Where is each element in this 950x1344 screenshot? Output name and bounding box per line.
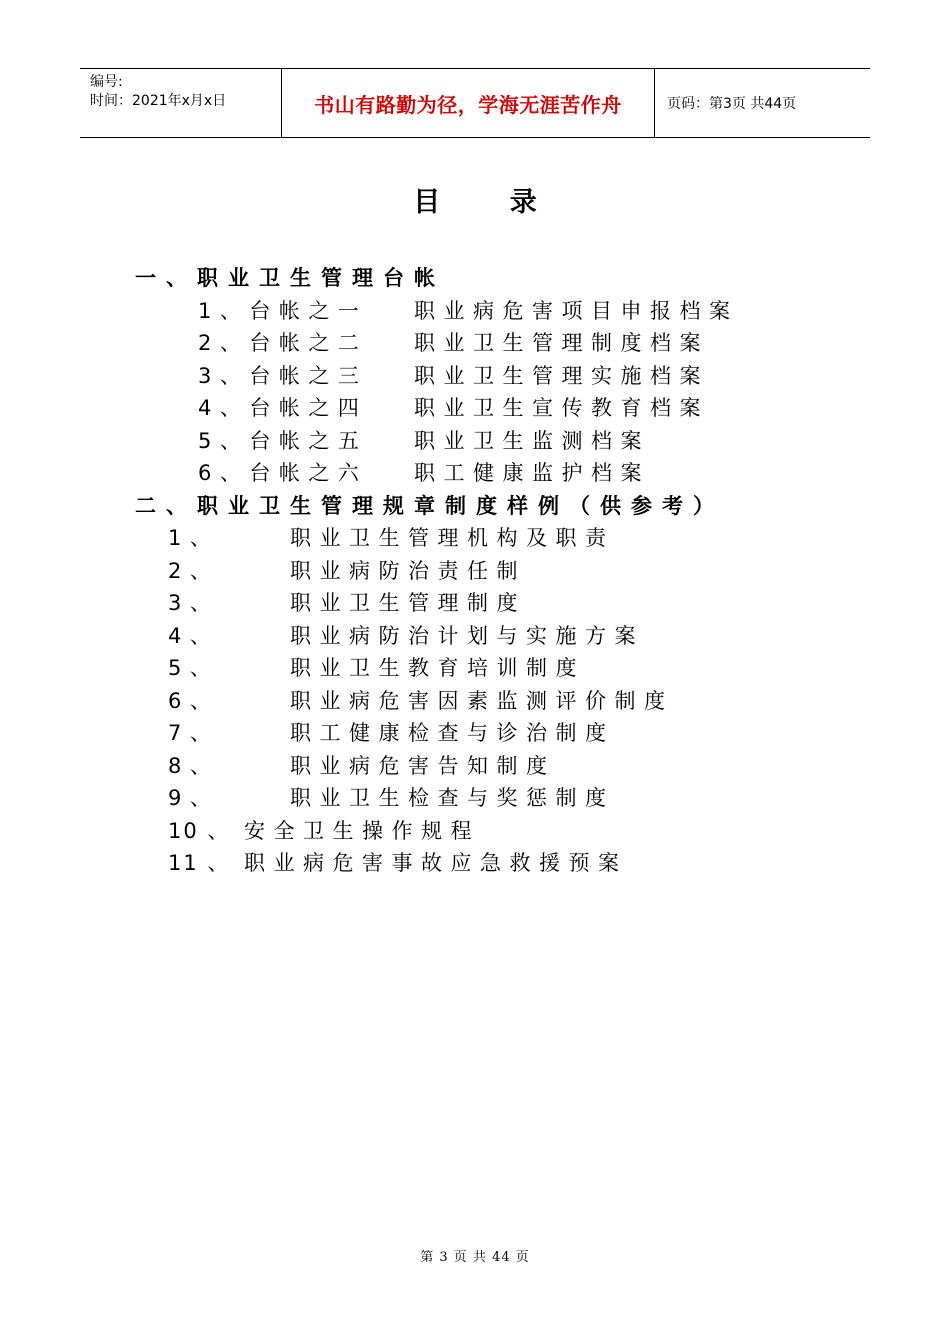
toc-entry-number: 1、台帐之一 — [198, 299, 368, 323]
toc-entry — [0, 620, 950, 652]
toc-entry — [0, 457, 950, 489]
toc-entry — [0, 750, 950, 782]
toc-entry — [0, 782, 950, 814]
toc-entry-number: 10 、 — [168, 819, 231, 843]
toc-entry — [0, 652, 950, 684]
toc-entry — [0, 847, 950, 879]
header-table — [80, 68, 870, 138]
toc-entry — [0, 295, 950, 327]
toc-entry-title: 职业病危害项目申报档案 — [414, 299, 739, 323]
toc-entry-number: 1、 — [168, 526, 220, 550]
toc-entry-title: 职业卫生管理制度档案 — [414, 331, 709, 355]
toc-entry — [0, 392, 950, 424]
toc-entry-number: 6、台帐之六 — [198, 461, 368, 485]
toc-entry-title: 职工健康检查与诊治制度 — [290, 721, 615, 745]
toc-entry-title: 职业病危害事故应急救援预案 — [244, 851, 628, 875]
code-label: 编号: — [90, 74, 123, 90]
toc-entry-title: 职工健康监护档案 — [414, 461, 650, 485]
toc-entry-title: 职业病防治责任制 — [290, 559, 526, 583]
toc-entry-title: 职业卫生管理实施档案 — [414, 364, 709, 388]
toc-entry-number: 4、台帐之四 — [198, 396, 368, 420]
toc-entry-title: 职业卫生教育培训制度 — [290, 656, 585, 680]
page-footer: 第 3 页 共 44 页 — [420, 1250, 530, 1265]
toc-entry-title: 职业卫生监测档案 — [414, 429, 650, 453]
toc-entry-number: 3、台帐之三 — [198, 364, 368, 388]
toc-entry-number: 9、 — [168, 786, 220, 810]
toc-entry-title: 职业卫生管理制度 — [290, 591, 526, 615]
toc-entry — [0, 717, 950, 749]
toc-entry — [0, 522, 950, 554]
toc-entry-title: 职业病危害因素监测评价制度 — [290, 689, 674, 713]
toc-entry — [0, 360, 950, 392]
toc-entry-title: 职业卫生宣传教育档案 — [414, 396, 709, 420]
header-meta-cell — [80, 69, 282, 137]
toc-entry — [0, 815, 950, 847]
header-motto-cell — [282, 69, 655, 137]
toc-entry-number: 6、 — [168, 689, 220, 713]
page-title: 目 录 — [413, 187, 567, 218]
toc-entry-number: 3、 — [168, 591, 220, 615]
section-heading-2: 二、职业卫生管理规章制度样例（供参考） — [135, 494, 724, 518]
toc-entry — [0, 587, 950, 619]
toc-entry-number: 5、台帐之五 — [198, 429, 368, 453]
motto-text: 书山有路勤为径，学海无涯苦作舟 — [314, 92, 622, 117]
toc-entry-title: 安全卫生操作规程 — [244, 819, 480, 843]
toc-entry-title: 职业卫生管理机构及职责 — [290, 526, 615, 550]
toc-entry-number: 5、 — [168, 656, 220, 680]
toc-entry-title: 职业卫生检查与奖惩制度 — [290, 786, 615, 810]
toc-entry-title: 职业病防治计划与实施方案 — [290, 624, 644, 648]
toc-entry-number: 2、 — [168, 559, 220, 583]
toc-entry — [0, 425, 950, 457]
toc-entry-number: 2、台帐之二 — [198, 331, 368, 355]
toc-entry-title: 职业病危害告知制度 — [290, 754, 556, 778]
page-info: 页码：第3页 共44页 — [667, 96, 797, 112]
toc-entry-number: 4、 — [168, 624, 220, 648]
toc-entry-number: 8、 — [168, 754, 220, 778]
time-label: 时间：2021年x月x日 — [90, 93, 227, 109]
toc-entry-number: 7、 — [168, 721, 220, 745]
toc-entry-number: 11 、 — [168, 851, 231, 875]
toc-entry — [0, 685, 950, 717]
section-heading-1: 一、职业卫生管理台帐 — [135, 266, 445, 290]
toc-entry — [0, 327, 950, 359]
header-page-cell — [655, 69, 870, 137]
toc-entry — [0, 555, 950, 587]
